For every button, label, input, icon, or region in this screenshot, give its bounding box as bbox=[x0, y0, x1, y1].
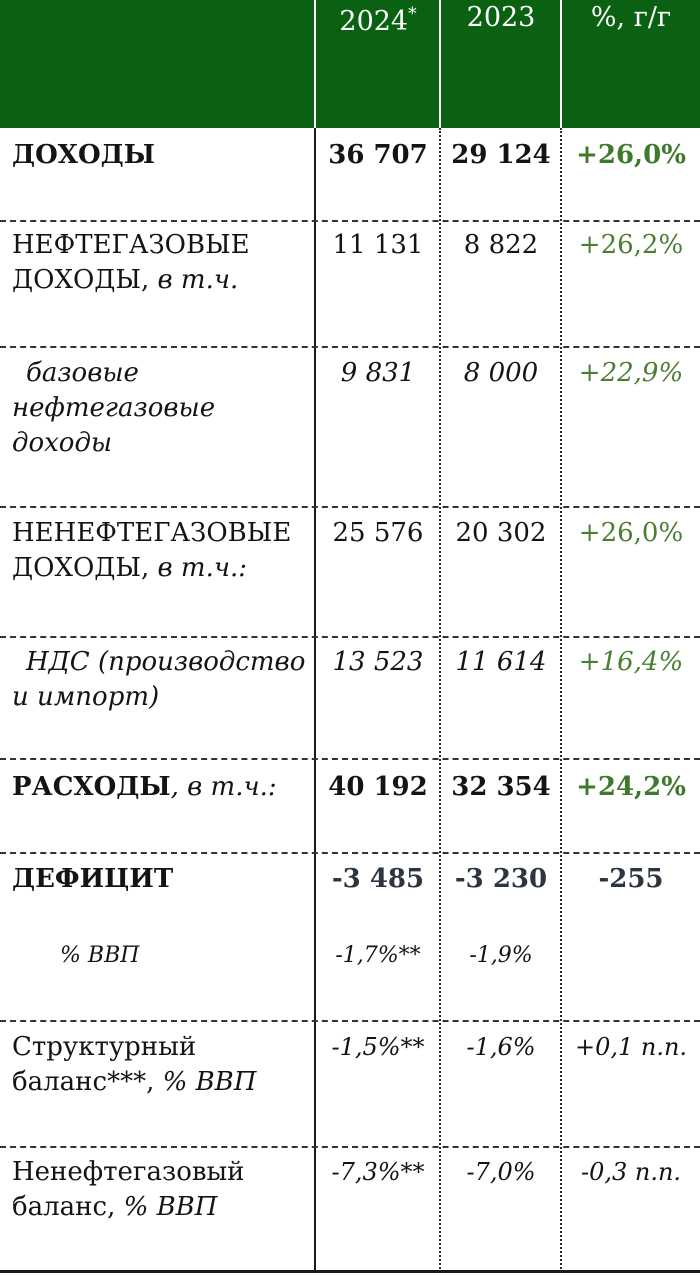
value-2023: 8 000 bbox=[463, 358, 539, 388]
value-2023: 8 822 bbox=[463, 230, 539, 260]
row-label: базовые нефтегазовые доходы bbox=[12, 358, 216, 458]
value-2023: 32 354 bbox=[451, 772, 551, 802]
header-2024-footnote: * bbox=[408, 4, 417, 24]
value-change: +26,2% bbox=[578, 230, 684, 260]
value-2023: -3 230 bbox=[454, 864, 548, 894]
value-change: +16,4% bbox=[578, 647, 684, 677]
value-change: +24,2% bbox=[576, 772, 686, 802]
row-label: НЕНЕФТЕГАЗОВЫЕ ДОХОДЫ, в т.ч.: bbox=[12, 518, 292, 583]
value-change: +22,9% bbox=[578, 358, 684, 388]
row-label: РАСХОДЫ, в т.ч.: bbox=[12, 772, 277, 802]
value-2023: 11 614 bbox=[455, 647, 547, 677]
value-2023: 29 124 bbox=[451, 140, 551, 170]
value-2024: -1,5%** bbox=[331, 1033, 425, 1061]
row-label: Ненефтегазовый баланс, % ВВП bbox=[12, 1157, 245, 1222]
row-label: ДЕФИЦИТ bbox=[12, 864, 174, 894]
value-2023: -7,0% bbox=[466, 1158, 536, 1186]
value-2024: -1,7%** bbox=[335, 943, 421, 968]
row-label: % ВВП bbox=[60, 943, 140, 968]
row-label: Структурный баланс***, % ВВП bbox=[12, 1032, 257, 1097]
value-2024: 11 131 bbox=[332, 230, 424, 260]
value-change: +26,0% bbox=[576, 140, 686, 170]
header-2024 bbox=[316, 4, 440, 136]
row-label: ДОХОДЫ bbox=[12, 140, 155, 170]
value-2024: 9 831 bbox=[340, 358, 416, 388]
header-change: %, г/г bbox=[590, 2, 672, 33]
value-2024: 25 576 bbox=[332, 518, 424, 548]
value-change: +26,0% bbox=[578, 518, 684, 548]
value-change: -255 bbox=[598, 864, 664, 894]
value-2024: 13 523 bbox=[332, 647, 424, 677]
header-2023: 2023 bbox=[466, 2, 536, 33]
value-change: +0,1 п.п. bbox=[574, 1033, 688, 1061]
row-label: НДС (производство и импорт) bbox=[12, 647, 306, 712]
value-2024: 40 192 bbox=[328, 772, 428, 802]
value-2024: 36 707 bbox=[328, 140, 428, 170]
value-2024: -7,3%** bbox=[331, 1158, 425, 1186]
value-change: -0,3 п.п. bbox=[580, 1158, 682, 1186]
header-2024-label: 2024 bbox=[339, 6, 409, 37]
value-2023: 20 302 bbox=[455, 518, 547, 548]
row-label: НЕФТЕГАЗОВЫЕ ДОХОДЫ, в т.ч. bbox=[12, 230, 250, 295]
value-2023: -1,9% bbox=[469, 943, 533, 968]
value-2023: -1,6% bbox=[466, 1033, 536, 1061]
value-2024: -3 485 bbox=[331, 864, 425, 894]
